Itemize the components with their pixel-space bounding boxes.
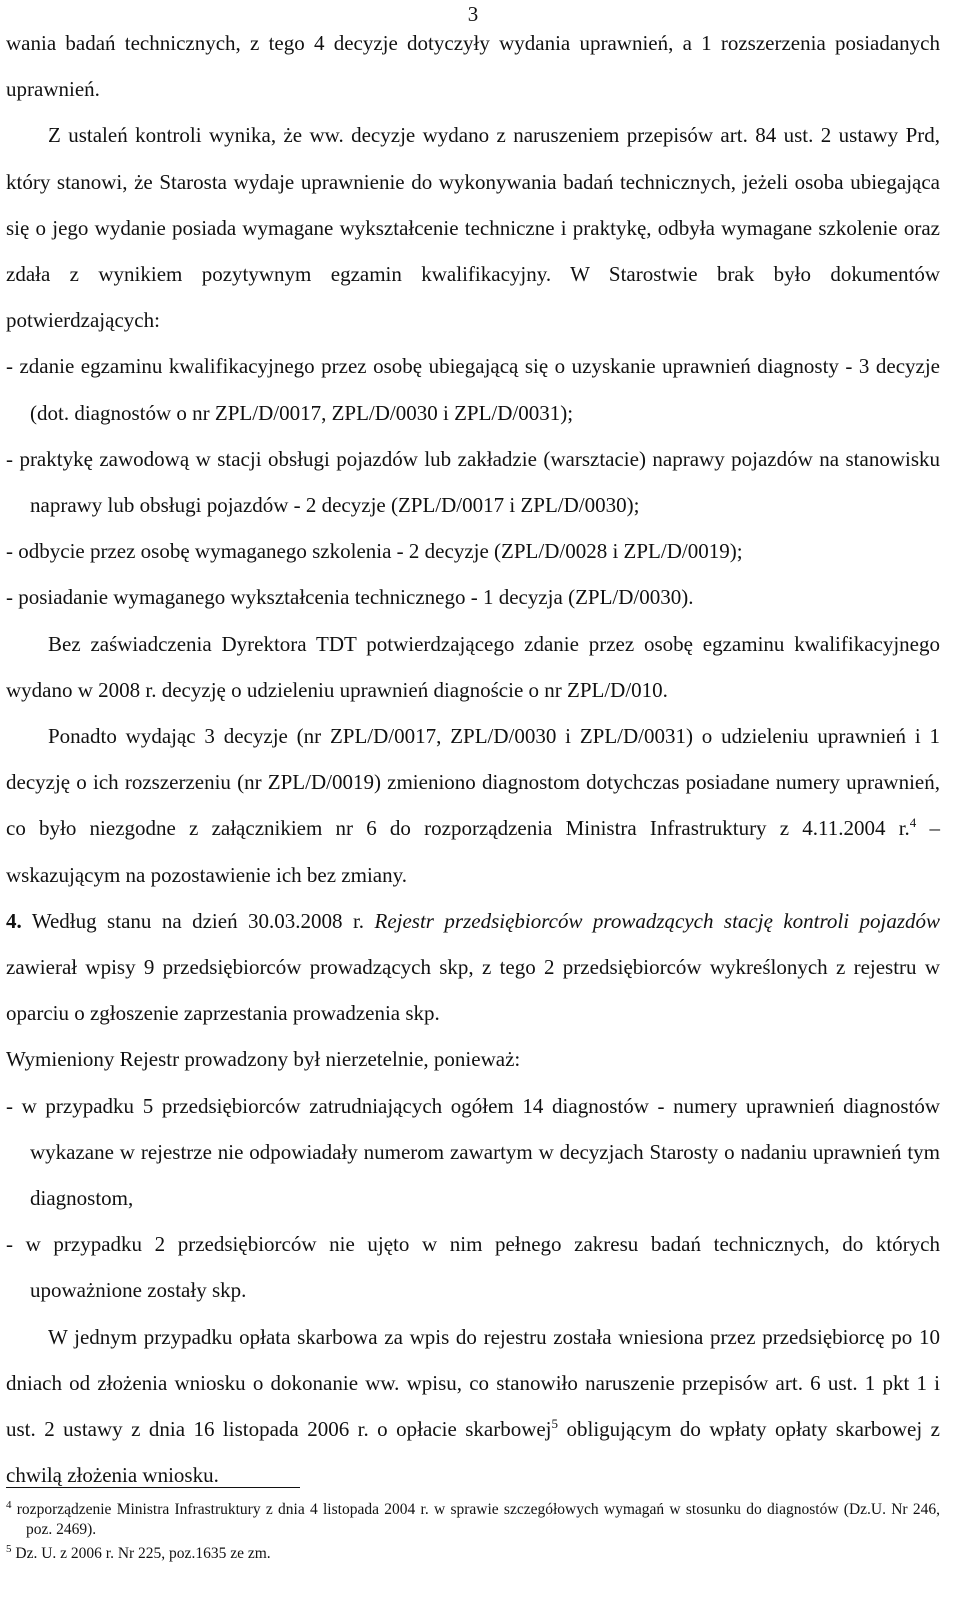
paragraph-certificate: Bez zaświadczenia Dyrektora TDT potwierdzającego zdanie przez osobę egzaminu kwalifikacyjnego wydano w 2008 r. decyzję o udzieleniu uprawnień diagnoście o nr ZPL/D/010.: [6, 631, 940, 702]
register-issues-list: [6, 1083, 940, 1314]
paragraph-continuation: wania badań technicznych, z tego 4 decyzje dotyczyły wydania uprawnień, a 1 rozszerzenia posiadanych uprawnień.: [6, 31, 940, 102]
footnote-ref: 5: [551, 1416, 559, 1432]
footnote-text: rozporządzenie Ministra Infrastruktury z dnia 4 listopada 2004 r. w sprawie szczegółowych wymagań w stosunku do diagnostów (Dz.U. Nr 246, poz. 2469).: [11, 1501, 940, 1538]
list-item: - zdanie egzaminu kwalifikacyjnego przez osobę ubiegającą się o uzyskanie uprawnień diagnosty - 3 decyzje (dot. diagnostów o nr ZPL/D/0017, ZPL/D/0030 i ZPL/D/0031);: [6, 354, 940, 425]
footnote-mark: 4: [6, 1498, 12, 1511]
list-item: - odbycie przez osobę wymaganego szkolenia - 2 decyzje (ZPL/D/0028 i ZPL/D/0019);: [6, 539, 743, 564]
paragraph-register: [6, 898, 940, 1037]
list-item: - w przypadku 5 przedsiębiorców zatrudniających ogółem 14 diagnostów - numery uprawnień diagnostów wykazane w rejestrze nie odpowiadały numerom zawartym w decyzjach Starosty o nadaniu uprawnień tym diagnostom,: [6, 1093, 940, 1211]
list-item: - posiadanie wymaganego wykształcenia technicznego - 1 decyzja (ZPL/D/0030).: [6, 585, 694, 610]
section-number: 4.: [6, 908, 22, 933]
footnotes: [6, 1500, 940, 1568]
paragraph-register-unreliable: Wymieniony Rejestr prowadzony był nierzetelnie, ponieważ:: [6, 1047, 521, 1072]
paragraph-text: obligującym do wpłaty opłaty skarbowej z chwilą złożenia wniosku.: [6, 1417, 940, 1488]
paragraph-text: W jednym przypadku opłata skarbowa za wpis do rejestru została wniesiona przez przedsiębiorcę po 10 dniach od złożenia wniosku o dokonanie ww. wpisu, co stanowiło naruszenie przepisów art. 6 ust. 1 pkt 1 i ust. 2 ustawy z dnia 16 listopada 2006 r. o opłacie skarbowej: [6, 1324, 940, 1442]
footnote-ref: 4: [909, 815, 917, 831]
document-body: [6, 20, 940, 1499]
footnote-separator: [6, 1487, 300, 1488]
paragraph-stamp-duty: [6, 1314, 940, 1499]
register-title: Rejestr przedsiębiorców prowadzących stację kontroli pojazdów: [374, 908, 941, 933]
paragraph-text: Według stanu na dzień 30.03.2008 r.: [21, 908, 375, 933]
list-item: - praktykę zawodową w stacji obsługi pojazdów lub zakładzie (warsztacie) naprawy pojazdów na stanowisku naprawy lub obsługi pojazdów - 2 decyzje (ZPL/D/0017 i ZPL/D/0030);: [6, 446, 940, 518]
footnote-text: Dz. U. z 2006 r. Nr 225, poz.1635 ze zm.: [11, 1545, 271, 1562]
paragraph-text: – wskazującym na pozostawienie ich bez zmiany.: [6, 816, 940, 887]
paragraph-text: Ponadto wydając 3 decyzje (nr ZPL/D/0017, ZPL/D/0030 i ZPL/D/0031) o udzieleniu uprawnień i 1 decyzję o ich rozszerzeniu (nr ZPL/D/0019) zmieniono diagnostom dotychczas posiadane numery uprawnień, co było niezgodne z załącznikiem nr 6 do rozporządzenia Ministra Infrastruktury z 4.11.2004 r.: [6, 724, 940, 841]
footnote-5: [6, 1544, 940, 1564]
list-item: - w przypadku 2 przedsiębiorców nie ujęto w nim pełnego zakresu badań technicznych, do których upoważnione zostały skp.: [6, 1232, 940, 1303]
footnote-mark: 5: [6, 1542, 12, 1555]
paragraph-findings: Z ustaleń kontroli wynika, że ww. decyzje wydano z naruszeniem przepisów art. 84 ust. 2 ustawy Prd, który stanowi, że Starosta wydaje uprawnienie do wykonywania badań technicznych, jeżeli osoba ubiegająca się o jego wydanie posiada wymagane wykształcenie techniczne i praktykę, odbyła wymagane szkolenie oraz zdała z wynikiem pozytywnym egzamin kwalifikacyjny. W Starostwie brak było dokumentów potwierdzających:: [6, 123, 940, 333]
paragraph-numbers-changed: [6, 713, 940, 898]
page-number: 3: [467, 2, 479, 26]
footnote-4: [6, 1500, 940, 1540]
paragraph-text: zawierał wpisy 9 przedsiębiorców prowadzących skp, z tego 2 przedsiębiorców wykreślonych z rejestru w oparciu o zgłoszenie zaprzestania prowadzenia skp.: [6, 955, 940, 1026]
missing-documents-list: [6, 343, 940, 620]
